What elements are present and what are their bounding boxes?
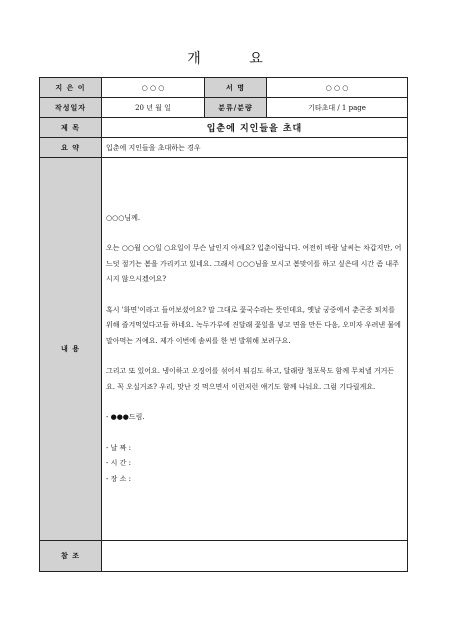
subject-label: 제 목 [40,118,102,138]
content-label: 내 용 [40,158,102,541]
subject-value: 입춘에 지인들을 초대 [102,118,408,138]
summary-label: 요 약 [40,138,102,158]
summary-value: 입춘에 지인들을 초대하는 경우 [102,138,408,158]
reference-value [102,541,408,572]
writer-label: 지 은 이 [40,78,102,98]
summary-form-table [39,77,408,572]
form-row-summary [40,138,408,158]
letter-place-line: - 장 소 : [106,474,131,483]
sign-value: ○ ○ ○ [267,78,408,98]
letter-paragraph-3: 그리고 또 있어요. 냉이하고 오징어를 섞어서 튀김도 하고, 달래랑 청포묵도 함께 무쳐낼 거거든요. 꼭 오실거죠? 우리, 맛난 것 먹으면서 이런저런 얘기도 함께 나눠요. 그럼 기다릴게요. [106,367,395,391]
letter-body [102,158,408,541]
letter-time-line: - 시 간 : [106,459,131,468]
form-row-writer [40,78,408,98]
letter-sign: - ●●●드림. [106,413,145,422]
letter-greeting: ○○○님께. [106,213,141,222]
writer-value: ○ ○ ○ [102,78,205,98]
category-value: 기타초대 / 1 page [267,98,408,118]
letter-paragraph-2: 혹시 '화면'이라고 들어보셨어요? 말 그대로 꽃국수라는 뜻인데요, 옛날 궁중에서 춘곤증 퇴치를 위해 즐겨먹었다고들 하네요. 녹두가루에 진달래 꽃잎을 넣고 면을 만든 다음, 오미자 우려낸 물에 말아먹는 거예요. 제가 이번에 솜씨를 한 번 발휘해 보려구요. [106,305,401,345]
form-row-content [40,158,408,541]
form-row-reference [40,541,408,572]
form-row-date [40,98,408,118]
sign-label: 서 명 [205,78,267,98]
date-value: 20 년 월 일 [102,98,205,118]
category-label: 분류/분량 [205,98,267,118]
page-title: 개 요 [187,51,285,67]
form-row-subject [40,118,408,138]
letter-paragraph-1: 오는 ○○월 ○○일 ○요일이 무슨 날인지 아세요? 입춘이랍니다. 여전히 바람 날씨는 차갑지만, 어느덧 절기는 봄을 가리키고 있네요. 그래서 ○○○님을 모시고 봄맞이를 하고 싶은데 시간 좀 내주시지 않으시겠어요? [106,244,402,284]
date-label: 작성일자 [40,98,102,118]
reference-label: 참 조 [40,541,102,572]
letter-date-line: - 날 짜 : [106,443,131,452]
